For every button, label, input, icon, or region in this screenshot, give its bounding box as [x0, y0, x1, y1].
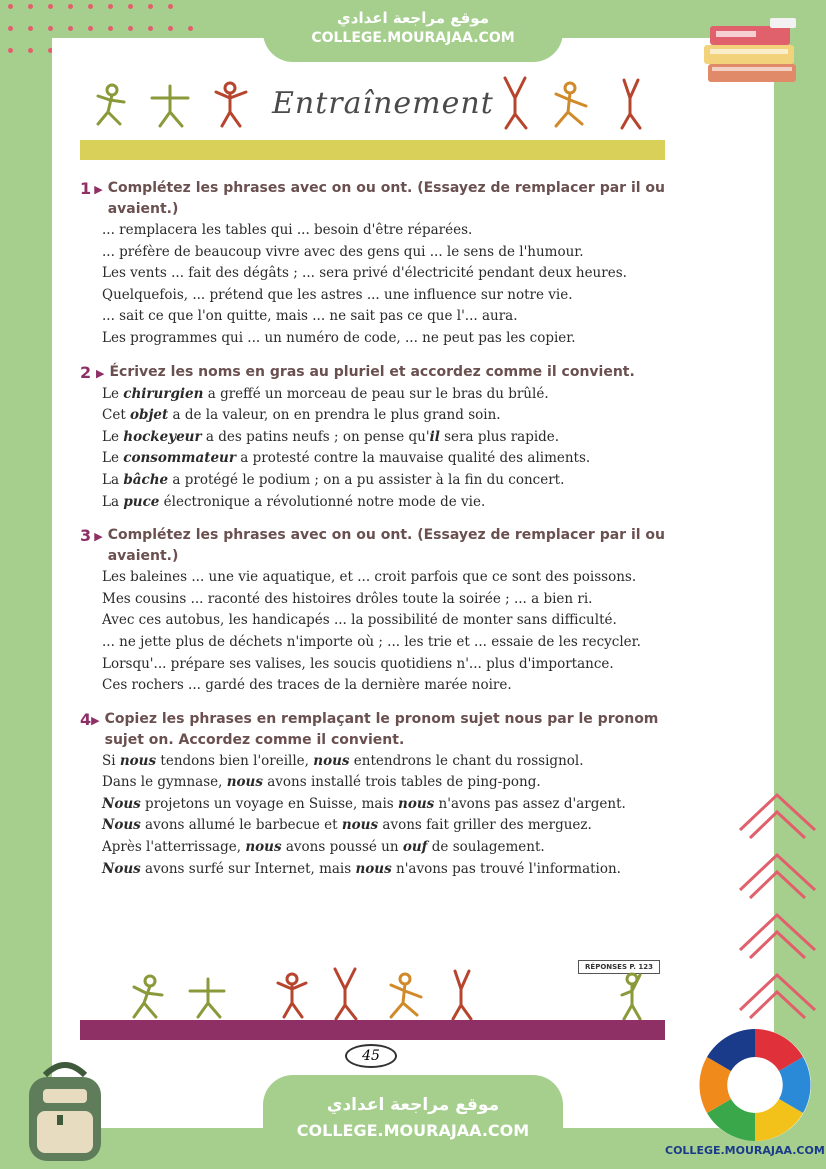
exercise-line: [80, 837, 670, 859]
decorative-dot: [8, 26, 13, 31]
watermark-bottom-arabic: موقع مراجعة اعدادي: [326, 1095, 500, 1115]
line-segment: Le: [102, 385, 124, 402]
backpack-icon: [15, 1055, 115, 1165]
decorative-dot: [168, 4, 173, 9]
exercise-heading: [80, 525, 670, 567]
decorative-dot: [108, 26, 113, 31]
exercise-number: 4: [80, 709, 92, 729]
line-segment: Le: [102, 428, 124, 445]
header-bar: [80, 140, 665, 160]
exercise-number: 2: [80, 362, 92, 382]
exercise-line: Quelquefois, ... prétend que les astres ... une influence sur notre vie.: [102, 286, 573, 303]
line-segment: Dans le gymnase,: [102, 774, 227, 791]
bold-word: il: [429, 428, 440, 445]
line-segment: entendrons le chant du rossignol.: [349, 752, 584, 769]
decorative-dot: [168, 26, 173, 31]
exercise-line: Les programmes qui ... un numéro de code, ... ne peut pas les copier.: [102, 329, 576, 346]
line-segment: n'avons pas assez d'argent.: [434, 795, 626, 812]
decorative-dot: [8, 4, 13, 9]
bold-word: nous: [245, 839, 282, 856]
exercise-line: [80, 815, 670, 837]
exercise-line: [80, 751, 670, 773]
exercise-line: ... préfère de beaucoup vivre avec des gens qui ... le sens de l'humour.: [102, 243, 584, 260]
line-segment: Cet: [102, 407, 131, 424]
decorative-dot: [28, 4, 33, 9]
line-segment: a greffé un morceau de peau sur le bras du brûlé.: [203, 385, 549, 402]
decorative-dot: [68, 4, 73, 9]
play-arrow-icon: ▶: [96, 366, 105, 380]
books-icon: [700, 12, 805, 92]
exercise-number: 1: [80, 179, 92, 198]
bold-word: ouf: [402, 839, 428, 856]
exercise-line: Les baleines ... une vie aquatique, et ... croit parfois que ce sont des poissons.: [102, 569, 637, 586]
bold-word: Nous: [102, 795, 141, 812]
chevron-up-icon: [735, 790, 820, 1060]
exercise-line: Les vents ... fait des dégâts ; ... sera privé d'électricité pendant deux heures.: [102, 265, 627, 282]
bold-word: objet: [130, 407, 169, 424]
decorative-dot: [48, 26, 53, 31]
line-segment: La: [102, 493, 124, 510]
bold-word: nous: [226, 774, 263, 791]
decorative-dot: [28, 48, 33, 53]
line-segment: a protesté contre la mauvaise qualité des aliments.: [235, 450, 591, 467]
decorative-dot: [148, 4, 153, 9]
line-segment: La: [102, 471, 124, 488]
exercise-instruction: Complétez les phrases avec on ou ont. (Essayez de remplacer par il ou avaient.): [107, 527, 666, 565]
line-segment: projetons un voyage en Suisse, mais: [140, 795, 399, 812]
bold-word: nous: [398, 795, 435, 812]
line-segment: avons surfé sur Internet, mais: [140, 860, 356, 877]
decorative-dot: [188, 26, 193, 31]
play-arrow-icon: ▶: [94, 183, 103, 196]
watermark-bottom: [263, 1075, 563, 1169]
exercise-3: [80, 525, 670, 697]
exercise-list: [80, 178, 670, 892]
exercise-instruction: Complétez les phrases avec on ou ont. (Essayez de remplacer par il ou avaient.): [107, 180, 666, 217]
exercise-line: [80, 794, 670, 816]
decorative-dot: [48, 4, 53, 9]
line-segment: a des patins neufs ; on pense qu': [201, 428, 430, 445]
line-segment: Après l'atterrissage,: [102, 839, 246, 856]
line-segment: sera plus rapide.: [439, 428, 560, 445]
line-segment: Si: [102, 752, 120, 769]
site-logo-text: COLLEGE.MOURAJAA.COM: [665, 1144, 825, 1157]
play-arrow-icon: ▶: [94, 530, 103, 544]
exercise-line: ... ne jette plus de déchets n'importe où ; ... les trie et ... essaie de les recycler.: [102, 633, 641, 650]
exercise-2: [80, 362, 670, 514]
decorative-dot: [148, 26, 153, 31]
header-title: Entraînement: [272, 86, 494, 121]
line-segment: n'avons pas trouvé l'information.: [391, 860, 621, 877]
exercise-line: Ces rochers ... gardé des traces de la dernière marée noire.: [102, 677, 512, 694]
line-segment: avons allumé le barbecue et: [140, 817, 342, 834]
exercise-line: Mes cousins ... raconté des histoires drôles toute la soirée ; ... a bien ri.: [102, 590, 593, 607]
exercise-heading: [80, 362, 670, 384]
exercise-line: [80, 772, 670, 794]
line-segment: a protégé le podium ; on a pu assister à la fin du concert.: [168, 471, 565, 488]
exercise-line: ... sait ce que l'on quitte, mais ... ne sait pas ce que l'... aura.: [102, 308, 518, 325]
exercise-line: ... remplacera les tables qui ... besoin d'être réparées.: [102, 222, 473, 238]
decorative-dot: [128, 26, 133, 31]
bold-word: hockeyeur: [123, 428, 202, 445]
line-segment: avons installé trois tables de ping-pong.: [262, 774, 541, 791]
line-segment: a de la valeur, on en prendra le plus grand soin.: [168, 407, 501, 424]
exercise-line: [80, 470, 670, 492]
exercise-1: [80, 178, 670, 350]
line-segment: de soulagement.: [427, 839, 545, 856]
exercise-4: [80, 709, 670, 881]
decorative-dot: [108, 4, 113, 9]
line-segment: avons poussé un: [281, 839, 403, 856]
line-segment: électronique a révolutionné notre mode de vie.: [159, 493, 486, 510]
decorative-dot: [68, 26, 73, 31]
bold-word: nous: [119, 752, 157, 769]
watermark-top-latin: COLLEGE.MOURAJAA.COM: [311, 30, 515, 46]
exercise-heading: [80, 709, 670, 751]
footer-figures: [80, 965, 665, 1020]
bold-word: consommateur: [123, 450, 236, 467]
line-segment: avons fait griller des merguez.: [378, 817, 592, 834]
footer-bar: [80, 1020, 665, 1040]
decorative-dot: [128, 4, 133, 9]
line-segment: tendons bien l'oreille,: [156, 752, 314, 769]
bold-word: bâche: [123, 471, 169, 488]
watermark-top-arabic: موقع مراجعة اعدادي: [337, 9, 489, 27]
play-arrow-icon: ▶: [91, 713, 100, 727]
page-number: 45: [345, 1044, 397, 1068]
answers-reference: RÉPONSES P. 123: [578, 960, 660, 974]
exercise-instruction: Copiez les phrases en remplaçant le pronom sujet nous par le pronom sujet on. Accordez comme il convient.: [104, 710, 659, 748]
bold-word: nous: [341, 817, 379, 834]
bold-word: chirurgien: [123, 385, 204, 402]
bold-word: Nous: [102, 817, 141, 834]
bold-word: puce: [123, 493, 160, 510]
exercise-line: [80, 448, 670, 470]
exercise-line: [80, 427, 670, 449]
line-segment: Le: [102, 450, 124, 467]
exercise-line: Avec ces autobus, les handicapés ... la possibilité de monter sans difficulté.: [102, 612, 617, 629]
decorative-dot: [28, 26, 33, 31]
exercise-line: [80, 384, 670, 406]
bold-word: Nous: [102, 860, 141, 877]
watermark-bottom-latin: COLLEGE.MOURAJAA.COM: [296, 1121, 530, 1140]
bold-word: nous: [313, 752, 350, 769]
decorative-dot: [8, 48, 13, 53]
bold-word: nous: [355, 860, 392, 877]
exercise-instruction: Écrivez les noms en gras au pluriel et accordez comme il convient.: [109, 363, 635, 380]
decorative-dot: [88, 26, 93, 31]
decorative-dot: [88, 4, 93, 9]
watermark-top: [263, 0, 563, 62]
exercise-line: Lorsqu'... prépare ses valises, les soucis quotidiens n'... plus d'importance.: [102, 655, 614, 672]
exercise-line: [80, 859, 670, 881]
exercise-number: 3: [80, 526, 92, 546]
exercise-line: [80, 405, 670, 427]
site-logo-icon: [695, 1025, 815, 1145]
exercise-heading: [80, 178, 670, 220]
exercise-line: [80, 492, 670, 514]
